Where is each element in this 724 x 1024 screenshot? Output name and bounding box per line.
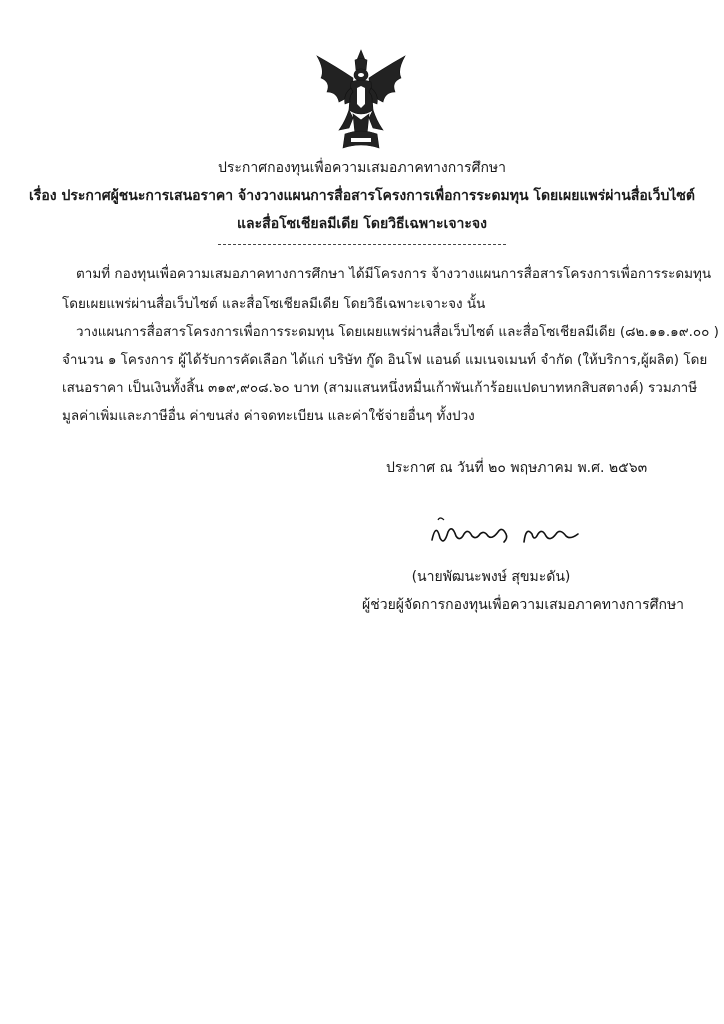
body-line: เสนอราคา เป็นเงินทั้งสิ้น ๓๑๙,๙๐๘.๖๐ บาท (สามแสนหนึ่งหมื่นเก้าพันเก้าร้อยแปดบาทหกสิบสตางค์) รวมภาษี (62, 380, 698, 396)
body-line: โดยเผยแพร่ผ่านสื่อเว็บไซต์ และสื่อโซเชียลมีเดีย โดยวิธีเฉพาะเจาะจง นั้น (62, 296, 486, 312)
announcement-issuer: ประกาศกองทุนเพื่อความเสมอภาคทางการศึกษา (217, 160, 507, 176)
signatory-name: (นายพัฒนะพงษ์ สุขมะดัน) (411, 569, 571, 585)
announcement-subject-cont: และสื่อโซเชียลมีเดีย โดยวิธีเฉพาะเจาะจง (237, 216, 487, 232)
body-line: มูลค่าเพิ่มและภาษีอื่น ค่าขนส่ง ค่าจดทะเบียน และค่าใช้จ่ายอื่นๆ ทั้งปวง (62, 408, 475, 424)
body-line: วางแผนการสื่อสารโครงการเพื่อการระดมทุน โดยเผยแพร่ผ่านสื่อเว็บไซต์ และสื่อโซเชียลมีเดีย (๘๒.๑๑.๑๙.๐๐ ) (76, 324, 719, 340)
body-line: จำนวน ๑ โครงการ ผู้ได้รับการคัดเลือก ได้แก่ บริษัท กู๊ด อินโฟ แอนด์ แมเนจเมนท์ จำกัด (ให้บริการ,ผู้ผลิต) โดย (62, 352, 708, 368)
announcement-subject: เรื่อง ประกาศผู้ชนะการเสนอราคา จ้างวางแผนการสื่อสารโครงการเพื่อการระดมทุน โดยเผยแพร่ผ่านสื่อเว็บไซต์ (29, 188, 695, 204)
signatory-position: ผู้ช่วยผู้จัดการกองทุนเพื่อความเสมอภาคทางการศึกษา (362, 597, 685, 613)
garuda-emblem-icon (305, 48, 417, 152)
divider (218, 244, 506, 245)
announcement-date: ประกาศ ณ วันที่ ๒๐ พฤษภาคม พ.ศ. ๒๕๖๓ (386, 460, 648, 476)
handwritten-signature (428, 512, 588, 552)
body-line: ตามที่ กองทุนเพื่อความเสมอภาคทางการศึกษา ได้มีโครงการ จ้างวางแผนการสื่อสารโครงการเพื่อการระดมทุน (76, 266, 712, 282)
